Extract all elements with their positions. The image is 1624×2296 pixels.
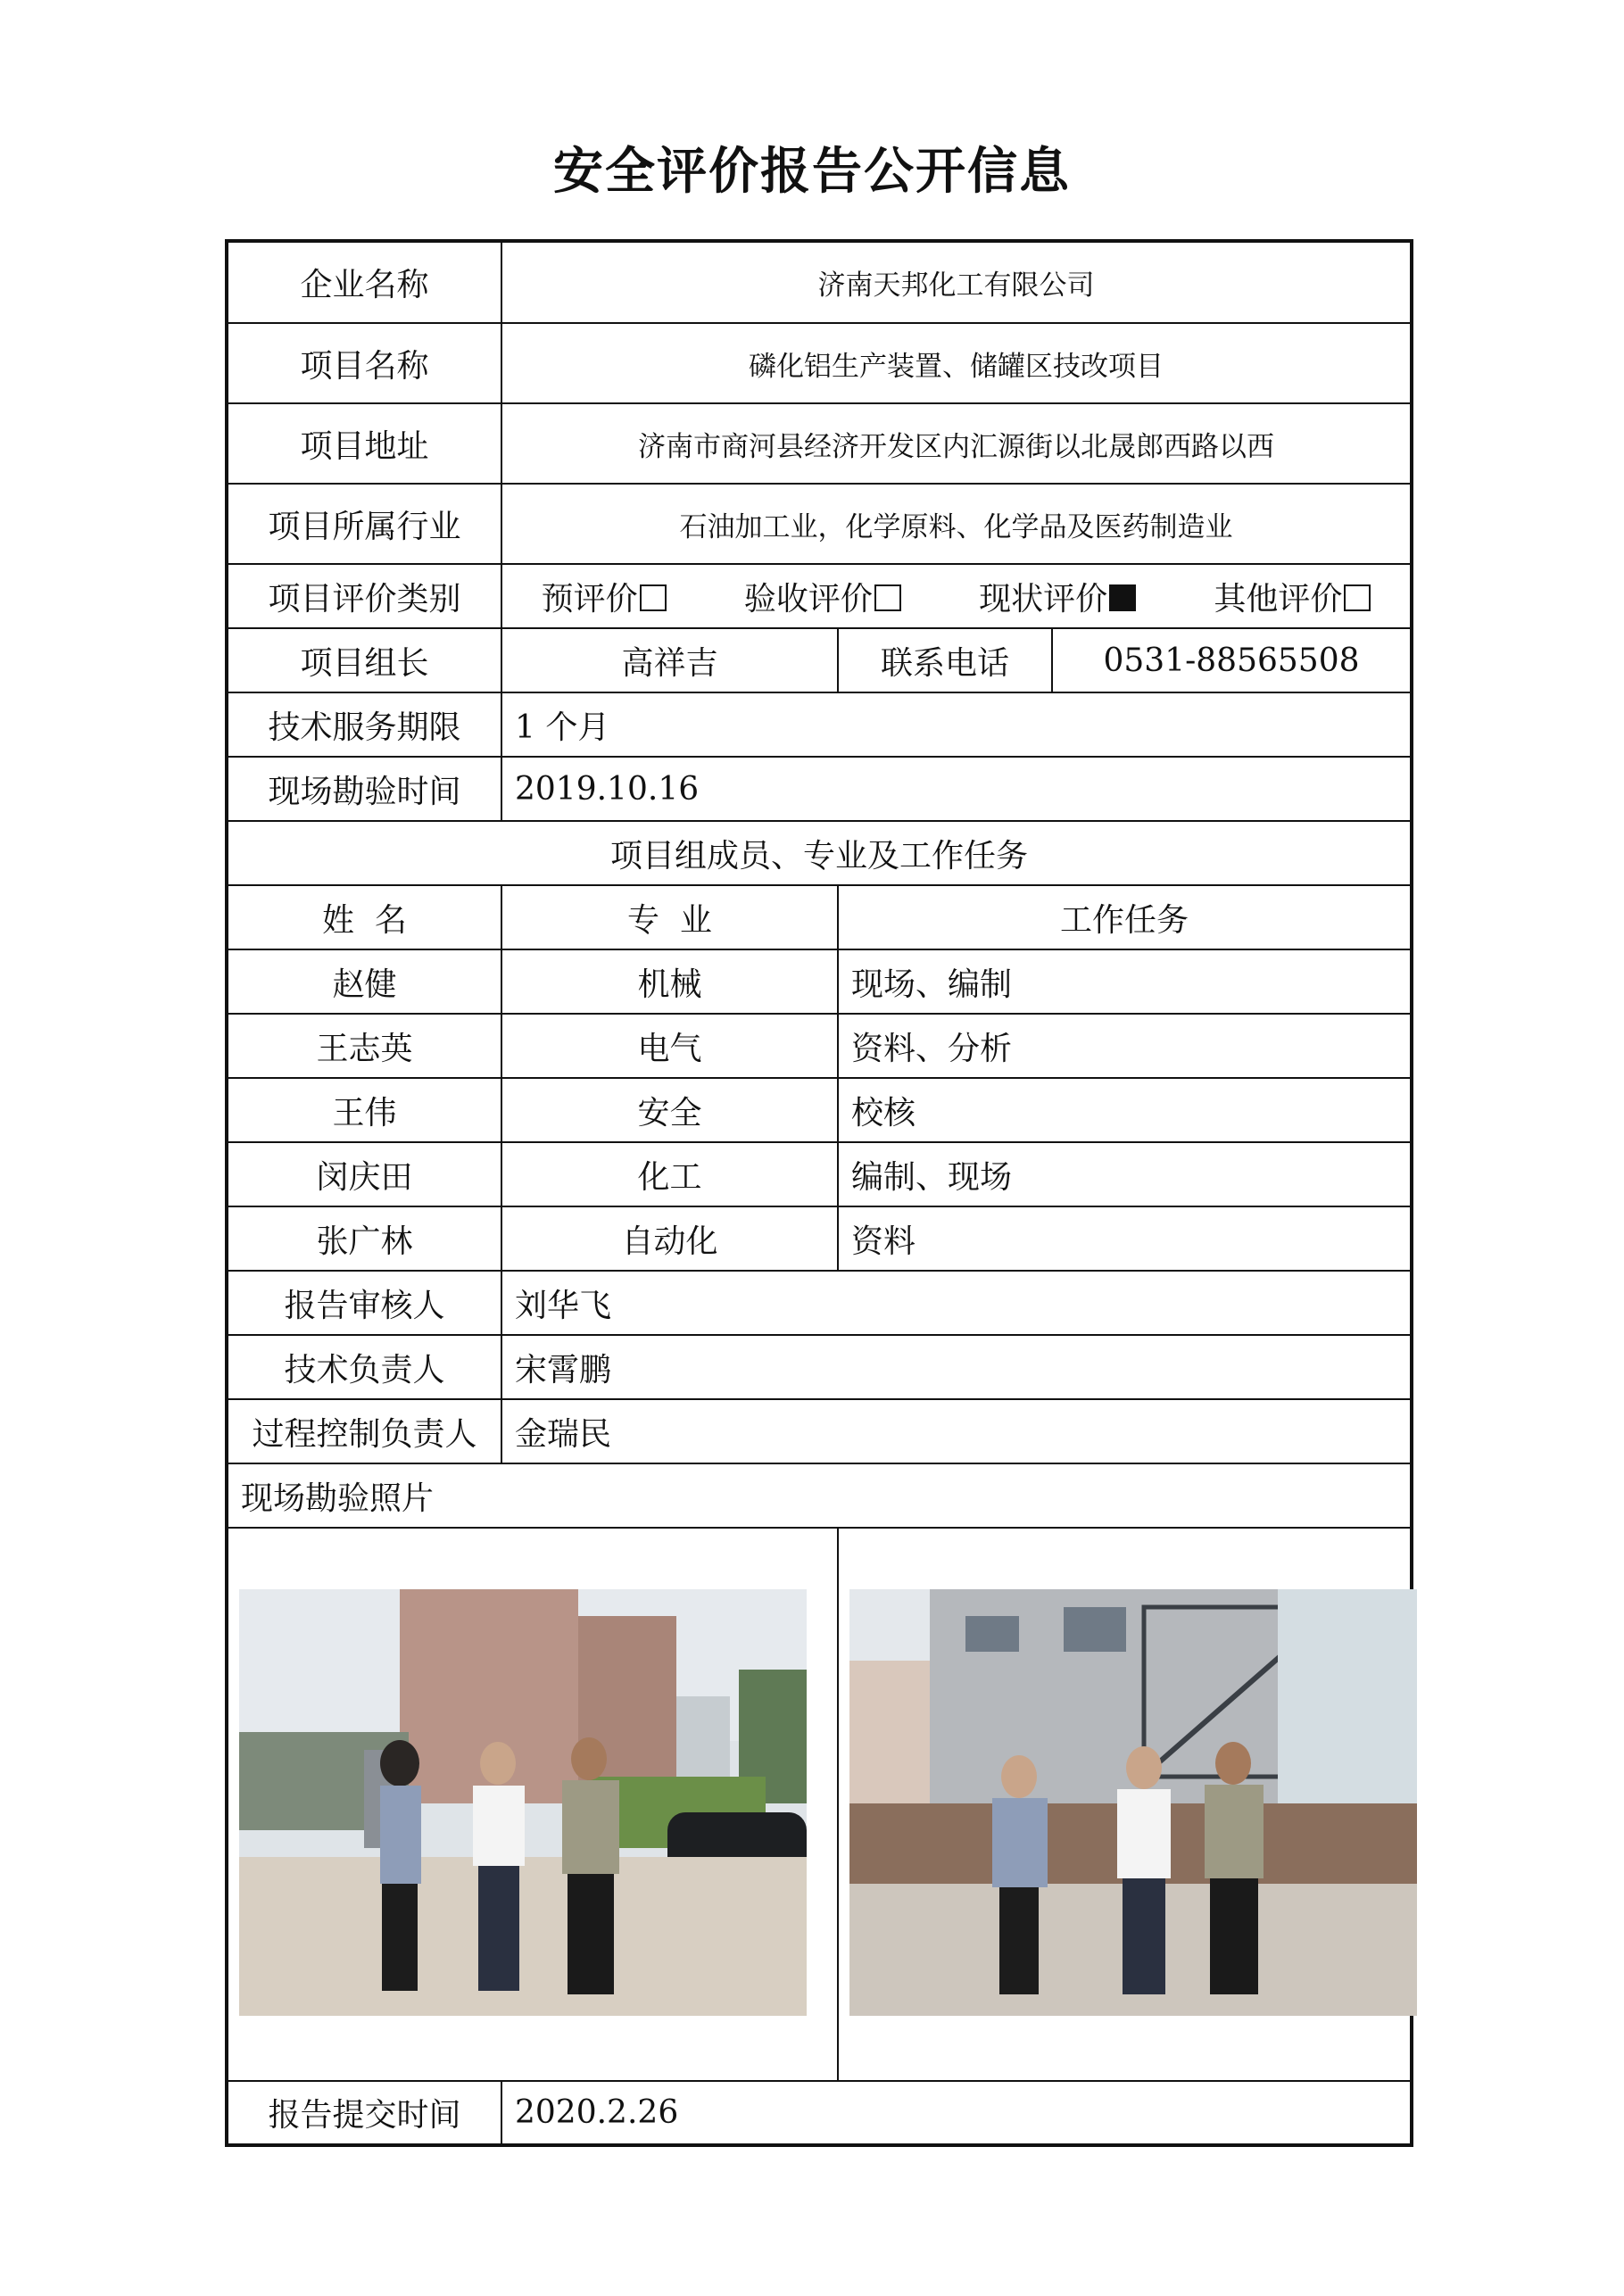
survey-time-value: 2019.10.16 [501,757,1412,821]
industry-label: 项目所属行业 [227,484,501,564]
members-header-row [227,885,1412,949]
option-acceptance-evaluation [744,574,901,619]
member-task: 校核 [838,1078,1412,1142]
tech-lead-row [227,1335,1412,1399]
header-major: 专 业 [501,885,838,949]
member-task: 资料、分析 [838,1014,1412,1078]
member-major: 化工 [501,1142,838,1206]
option-pre-evaluation [542,574,667,619]
process-lead-value: 金瑞民 [501,1399,1412,1463]
industry-row [227,484,1412,564]
checked-box-icon [1109,584,1136,611]
member-name: 闵庆田 [227,1142,501,1206]
tech-lead-label: 技术负责人 [227,1335,501,1399]
header-name: 姓 名 [227,885,501,949]
members-section-title: 项目组成员、专业及工作任务 [227,821,1412,885]
option-other-evaluation [1214,574,1371,619]
project-address-row [227,403,1412,484]
option-status-evaluation [979,574,1136,619]
project-name-row [227,323,1412,403]
photo-cell-left [227,1528,838,2081]
leader-value: 高祥吉 [501,628,838,692]
project-address-label: 项目地址 [227,403,501,484]
option-text: 现状评价 [979,580,1108,618]
checkbox-icon [874,584,901,611]
option-text: 预评价 [541,580,638,618]
member-major: 自动化 [501,1206,838,1271]
company-value: 济南天邦化工有限公司 [501,241,1412,323]
photos-row [227,1528,1412,2081]
project-name-label: 项目名称 [227,323,501,403]
reviewer-row [227,1271,1412,1335]
submit-time-row [227,2081,1412,2145]
reviewer-value: 刘华飞 [501,1271,1412,1335]
site-photo-right [849,1589,1417,2016]
table-row [227,1078,1412,1142]
photos-label: 现场勘验照片 [227,1463,1412,1528]
checkbox-icon [640,584,667,611]
member-major: 电气 [501,1014,838,1078]
member-name: 赵健 [227,949,501,1014]
table-row [227,1142,1412,1206]
info-table [225,239,1413,2147]
project-address-value: 济南市商河县经济开发区内汇源街以北晟郎西路以西 [501,403,1412,484]
submit-time-label: 报告提交时间 [227,2081,501,2145]
site-photo-left [239,1589,807,2016]
member-major: 机械 [501,949,838,1014]
process-lead-row [227,1399,1412,1463]
header-task: 工作任务 [838,885,1412,949]
company-label: 企业名称 [227,241,501,323]
evaluation-type-options [501,564,1412,628]
project-name-value: 磷化铝生产装置、储罐区技改项目 [501,323,1412,403]
table-row [227,949,1412,1014]
site-photo-left-image [239,1589,807,2016]
submit-time-value: 2020.2.26 [501,2081,1412,2145]
service-period-row [227,692,1412,757]
members-section-row [227,821,1412,885]
option-text: 验收评价 [743,580,873,618]
member-task: 现场、编制 [838,949,1412,1014]
option-text: 其他评价 [1214,580,1343,618]
photos-label-row [227,1463,1412,1528]
member-name: 王伟 [227,1078,501,1142]
company-row [227,241,1412,323]
evaluation-type-row [227,564,1412,628]
leader-row [227,628,1412,692]
page-title: 安全评价报告公开信息 [553,143,1071,201]
phone-value: 0531-88565508 [1052,628,1412,692]
service-period-label: 技术服务期限 [227,692,501,757]
reviewer-label: 报告审核人 [227,1271,501,1335]
tech-lead-value: 宋霄鹏 [501,1335,1412,1399]
member-name: 张广林 [227,1206,501,1271]
table-row [227,1206,1412,1271]
table-row [227,1014,1412,1078]
survey-time-label: 现场勘验时间 [227,757,501,821]
survey-time-row [227,757,1412,821]
leader-label: 项目组长 [227,628,501,692]
photo-cell-right [838,1528,1412,2081]
industry-value: 石油加工业，化学原料、化学品及医药制造业 [501,484,1412,564]
member-task: 资料 [838,1206,1412,1271]
service-period-value: 1 个月 [501,692,1412,757]
checkbox-icon [1344,584,1371,611]
member-task: 编制、现场 [838,1142,1412,1206]
site-photo-right-image [849,1589,1417,2016]
member-name: 王志英 [227,1014,501,1078]
member-major: 安全 [501,1078,838,1142]
phone-label: 联系电话 [838,628,1052,692]
evaluation-type-label: 项目评价类别 [227,564,501,628]
process-lead-label: 过程控制负责人 [227,1399,501,1463]
